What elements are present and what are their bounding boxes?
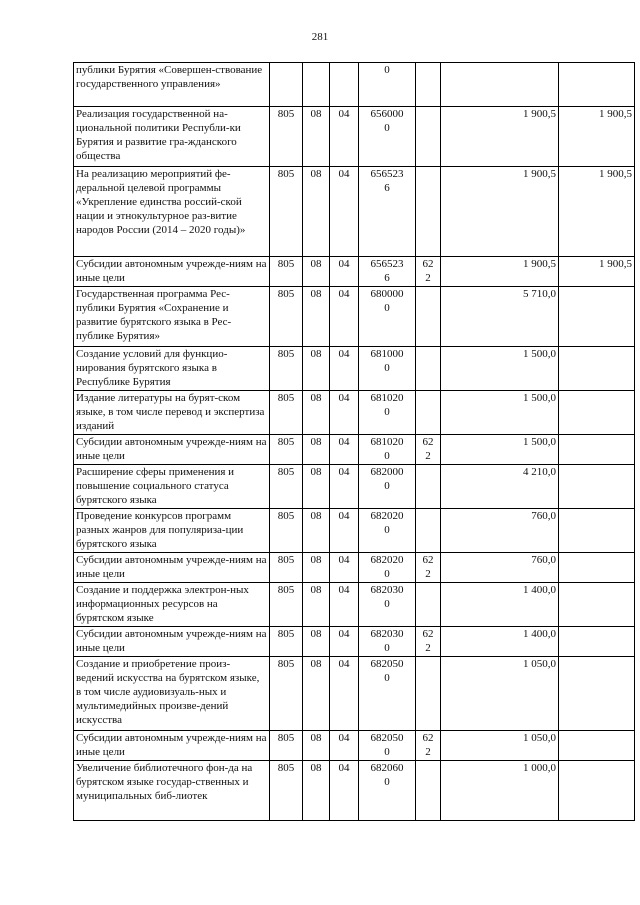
federal-amount-cell bbox=[559, 347, 635, 391]
section-code-cell: 08 bbox=[303, 465, 330, 509]
target-article-cell: 656523 6 bbox=[359, 257, 416, 287]
expense-type-cell bbox=[416, 347, 441, 391]
federal-amount-cell bbox=[559, 583, 635, 627]
ved-code-cell: 805 bbox=[270, 167, 303, 257]
target-article-cell: 681020 0 bbox=[359, 391, 416, 435]
ved-code-cell: 805 bbox=[270, 509, 303, 553]
section-code-cell: 08 bbox=[303, 657, 330, 731]
section-code-cell: 08 bbox=[303, 583, 330, 627]
expense-type-cell bbox=[416, 583, 441, 627]
amount-cell: 1 000,0 bbox=[441, 761, 559, 821]
row-name-cell: Проведение конкурсов программ разных жанров для популяриза-ции бурятского языка bbox=[74, 509, 270, 553]
section-code-cell: 08 bbox=[303, 287, 330, 347]
federal-amount-cell: 1 900,5 bbox=[559, 257, 635, 287]
federal-amount-cell bbox=[559, 391, 635, 435]
row-name-cell: Расширение сферы применения и повышение социального статуса бурятского языка bbox=[74, 465, 270, 509]
ved-code-cell: 805 bbox=[270, 287, 303, 347]
amount-cell: 1 400,0 bbox=[441, 627, 559, 657]
amount-cell: 760,0 bbox=[441, 509, 559, 553]
amount-cell: 5 710,0 bbox=[441, 287, 559, 347]
amount-cell: 1 500,0 bbox=[441, 347, 559, 391]
federal-amount-cell bbox=[559, 509, 635, 553]
target-article-cell: 682050 0 bbox=[359, 657, 416, 731]
expense-type-cell bbox=[416, 761, 441, 821]
section-code-cell: 08 bbox=[303, 435, 330, 465]
ved-code-cell bbox=[270, 63, 303, 107]
amount-cell: 1 900,5 bbox=[441, 257, 559, 287]
amount-cell: 760,0 bbox=[441, 553, 559, 583]
expense-type-cell: 62 2 bbox=[416, 553, 441, 583]
subsection-code-cell: 04 bbox=[330, 347, 359, 391]
row-name-cell: На реализацию мероприятий фе-деральной целевой программы «Укрепление единства россий-ской нации и этнокультурное раз-витие народов России (2014 – 2020 годы)» bbox=[74, 167, 270, 257]
expense-type-cell bbox=[416, 509, 441, 553]
ved-code-cell: 805 bbox=[270, 627, 303, 657]
subsection-code-cell: 04 bbox=[330, 657, 359, 731]
amount-cell: 1 050,0 bbox=[441, 657, 559, 731]
target-article-cell: 656000 0 bbox=[359, 107, 416, 167]
row-name-cell: Реализация государственной на-циональной политики Республи-ки Бурятия и развитие гра-жданского общества bbox=[74, 107, 270, 167]
table-row bbox=[74, 63, 635, 107]
expense-type-cell bbox=[416, 63, 441, 107]
table-row bbox=[74, 627, 635, 657]
subsection-code-cell: 04 bbox=[330, 731, 359, 761]
federal-amount-cell bbox=[559, 435, 635, 465]
ved-code-cell: 805 bbox=[270, 731, 303, 761]
federal-amount-cell bbox=[559, 627, 635, 657]
target-article-cell: 682020 0 bbox=[359, 509, 416, 553]
section-code-cell: 08 bbox=[303, 627, 330, 657]
ved-code-cell: 805 bbox=[270, 391, 303, 435]
subsection-code-cell: 04 bbox=[330, 761, 359, 821]
expense-type-cell bbox=[416, 391, 441, 435]
row-name-cell: Увеличение библиотечного фон-да на бурятском языке государ-ственных и муниципальных биб-лиотек bbox=[74, 761, 270, 821]
federal-amount-cell bbox=[559, 287, 635, 347]
row-name-cell: Государственная программа Рес-публики Бурятия «Сохранение и развитие бурятского языка в Рес-публике Бурятия» bbox=[74, 287, 270, 347]
table-row bbox=[74, 583, 635, 627]
section-code-cell: 08 bbox=[303, 347, 330, 391]
ved-code-cell: 805 bbox=[270, 347, 303, 391]
section-code-cell: 08 bbox=[303, 257, 330, 287]
subsection-code-cell: 04 bbox=[330, 465, 359, 509]
row-name-cell: Создание и приобретение произ-ведений искусства на бурятском языке, в том числе аудиовизуаль-ных и мультимедийных произве-дений искусства bbox=[74, 657, 270, 731]
ved-code-cell: 805 bbox=[270, 583, 303, 627]
target-article-cell: 682030 0 bbox=[359, 627, 416, 657]
table-row bbox=[74, 435, 635, 465]
target-article-cell: 682020 0 bbox=[359, 553, 416, 583]
target-article-cell: 682050 0 bbox=[359, 731, 416, 761]
section-code-cell: 08 bbox=[303, 731, 330, 761]
table-row bbox=[74, 287, 635, 347]
expense-type-cell bbox=[416, 465, 441, 509]
table-row bbox=[74, 509, 635, 553]
federal-amount-cell: 1 900,5 bbox=[559, 107, 635, 167]
row-name-cell: Субсидии автономным учрежде-ниям на иные цели bbox=[74, 257, 270, 287]
table-row bbox=[74, 167, 635, 257]
section-code-cell: 08 bbox=[303, 553, 330, 583]
target-article-cell: 681000 0 bbox=[359, 347, 416, 391]
ved-code-cell: 805 bbox=[270, 257, 303, 287]
amount-cell: 4 210,0 bbox=[441, 465, 559, 509]
subsection-code-cell: 04 bbox=[330, 627, 359, 657]
section-code-cell: 08 bbox=[303, 167, 330, 257]
amount-cell bbox=[441, 63, 559, 107]
table-row bbox=[74, 657, 635, 731]
subsection-code-cell: 04 bbox=[330, 107, 359, 167]
budget-table bbox=[73, 62, 635, 821]
expense-type-cell bbox=[416, 287, 441, 347]
amount-cell: 1 900,5 bbox=[441, 107, 559, 167]
amount-cell: 1 500,0 bbox=[441, 391, 559, 435]
subsection-code-cell: 04 bbox=[330, 257, 359, 287]
table-body bbox=[74, 63, 635, 821]
amount-cell: 1 900,5 bbox=[441, 167, 559, 257]
table-row bbox=[74, 391, 635, 435]
expense-type-cell bbox=[416, 657, 441, 731]
table-row bbox=[74, 731, 635, 761]
expense-type-cell: 62 2 bbox=[416, 435, 441, 465]
amount-cell: 1 500,0 bbox=[441, 435, 559, 465]
ved-code-cell: 805 bbox=[270, 107, 303, 167]
ved-code-cell: 805 bbox=[270, 553, 303, 583]
ved-code-cell: 805 bbox=[270, 761, 303, 821]
federal-amount-cell bbox=[559, 553, 635, 583]
subsection-code-cell: 04 bbox=[330, 167, 359, 257]
row-name-cell: Субсидии автономным учрежде-ниям на иные цели bbox=[74, 731, 270, 761]
federal-amount-cell bbox=[559, 465, 635, 509]
section-code-cell: 08 bbox=[303, 391, 330, 435]
target-article-cell: 656523 6 bbox=[359, 167, 416, 257]
table-row bbox=[74, 761, 635, 821]
row-name-cell: Создание условий для функцио-нирования бурятского языка в Республике Бурятия bbox=[74, 347, 270, 391]
target-article-cell: 682060 0 bbox=[359, 761, 416, 821]
subsection-code-cell: 04 bbox=[330, 435, 359, 465]
expense-type-cell: 62 2 bbox=[416, 731, 441, 761]
target-article-cell: 680000 0 bbox=[359, 287, 416, 347]
row-name-cell: Субсидии автономным учрежде-ниям на иные цели bbox=[74, 627, 270, 657]
target-article-cell: 682000 0 bbox=[359, 465, 416, 509]
federal-amount-cell bbox=[559, 657, 635, 731]
expense-type-cell bbox=[416, 107, 441, 167]
target-article-cell: 681020 0 bbox=[359, 435, 416, 465]
expense-type-cell bbox=[416, 167, 441, 257]
row-name-cell: Субсидии автономным учрежде-ниям на иные цели bbox=[74, 553, 270, 583]
subsection-code-cell: 04 bbox=[330, 509, 359, 553]
section-code-cell: 08 bbox=[303, 761, 330, 821]
row-name-cell: Субсидии автономным учрежде-ниям на иные цели bbox=[74, 435, 270, 465]
row-name-cell: Создание и поддержка электрон-ных информационных ресурсов на бурятском языке bbox=[74, 583, 270, 627]
table-row bbox=[74, 347, 635, 391]
subsection-code-cell bbox=[330, 63, 359, 107]
federal-amount-cell bbox=[559, 731, 635, 761]
ved-code-cell: 805 bbox=[270, 657, 303, 731]
expense-type-cell: 62 2 bbox=[416, 257, 441, 287]
target-article-cell: 682030 0 bbox=[359, 583, 416, 627]
target-article-cell: 0 bbox=[359, 63, 416, 107]
section-code-cell bbox=[303, 63, 330, 107]
section-code-cell: 08 bbox=[303, 107, 330, 167]
expense-type-cell: 62 2 bbox=[416, 627, 441, 657]
table-row bbox=[74, 257, 635, 287]
row-name-cell: публики Бурятия «Совершен-ствование государственного управления» bbox=[74, 63, 270, 107]
ved-code-cell: 805 bbox=[270, 465, 303, 509]
table-row bbox=[74, 553, 635, 583]
page-number: 281 bbox=[311, 31, 329, 43]
subsection-code-cell: 04 bbox=[330, 391, 359, 435]
amount-cell: 1 050,0 bbox=[441, 731, 559, 761]
row-name-cell: Издание литературы на бурят-ском языке, в том числе перевод и экспертиза изданий bbox=[74, 391, 270, 435]
subsection-code-cell: 04 bbox=[330, 583, 359, 627]
subsection-code-cell: 04 bbox=[330, 287, 359, 347]
federal-amount-cell bbox=[559, 63, 635, 107]
table-row bbox=[74, 465, 635, 509]
table-row bbox=[74, 107, 635, 167]
federal-amount-cell: 1 900,5 bbox=[559, 167, 635, 257]
federal-amount-cell bbox=[559, 761, 635, 821]
ved-code-cell: 805 bbox=[270, 435, 303, 465]
section-code-cell: 08 bbox=[303, 509, 330, 553]
subsection-code-cell: 04 bbox=[330, 553, 359, 583]
amount-cell: 1 400,0 bbox=[441, 583, 559, 627]
